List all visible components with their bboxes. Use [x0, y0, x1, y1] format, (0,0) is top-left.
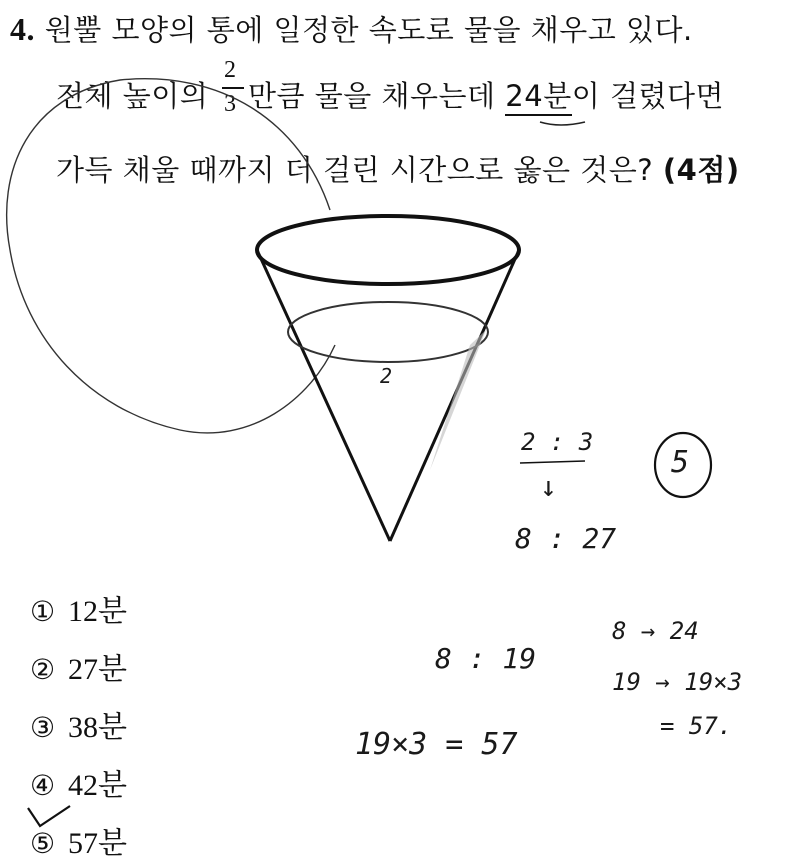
hand-ratio-top: 2 : 3: [521, 428, 594, 456]
hand-underline: [540, 122, 585, 125]
hand-answer-5: 5: [671, 445, 690, 480]
choice-1-text: 12분: [68, 595, 127, 628]
hand-arrow-down: ↓: [540, 470, 557, 503]
choice-3-mark: ③: [30, 711, 56, 744]
water-shading: [430, 330, 486, 470]
question-text-2c: 이 걸렸다면: [571, 79, 725, 113]
ratio-bar: [520, 461, 585, 463]
choice-3[interactable]: [30, 702, 127, 746]
hand-side-line-1: 8 → 24: [612, 617, 699, 645]
question-text-2a: 전체 높이의: [56, 79, 209, 113]
question-number: 4.: [10, 11, 35, 47]
choice-1-mark: ①: [30, 595, 56, 628]
cone-label-2: 2: [380, 364, 393, 388]
hand-mid-ratio: 8 : 19: [435, 642, 537, 675]
question-text-1: 원뿔 모양의 통에 일정한 속도로 물을 채우고 있다.: [44, 13, 693, 47]
hand-side-line-2: 19 → 19×3: [612, 668, 743, 696]
question-text-3: 가득 채울 때까지 더 걸린 시간으로 옳은 것은?: [56, 153, 654, 187]
question-text-2b: 만큼 물을 채우는데: [248, 79, 496, 113]
choice-3-text: 38분: [68, 711, 127, 744]
choice-5[interactable]: [30, 818, 127, 862]
hand-loop: [7, 79, 335, 433]
points-label: (4점): [662, 153, 740, 187]
hand-side-line-3: = 57.: [660, 712, 733, 740]
fraction-denominator: 3: [224, 91, 237, 117]
fraction-numerator: 2: [224, 57, 237, 83]
choice-5-mark: ⑤: [30, 827, 56, 860]
cone-left-side: [257, 250, 393, 541]
choice-4[interactable]: [30, 760, 127, 804]
choice-5-text: 57분: [68, 827, 127, 860]
choice-1[interactable]: [30, 586, 127, 630]
choice-4-mark: ④: [30, 769, 56, 802]
cone-top-rim: [257, 216, 519, 284]
choice-2-mark: ②: [30, 653, 56, 686]
underlined-time: 24분: [505, 79, 571, 116]
choice-2-text: 27분: [68, 653, 127, 686]
choice-4-text: 42분: [68, 769, 127, 802]
hand-ratio-bottom: 8 : 27: [515, 522, 617, 555]
hand-calc-line: 19×3 = 57: [355, 727, 518, 762]
choice-2[interactable]: [30, 644, 127, 688]
water-surface: [288, 302, 488, 362]
